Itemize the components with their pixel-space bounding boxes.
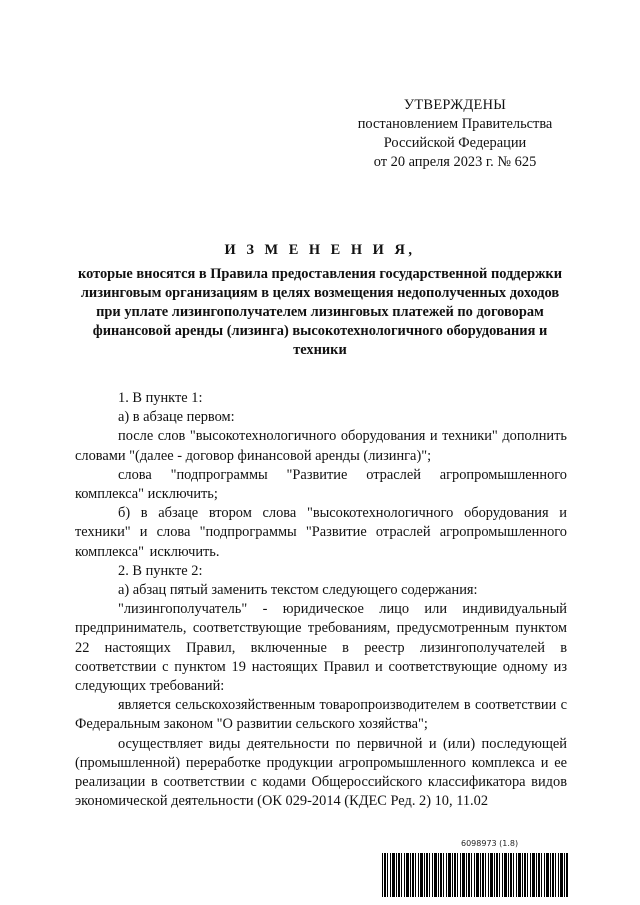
document-subtitle: которые вносятся в Правила предоставления государственной поддержки лизинговым организациям в целях возмещения недополученных доходов при уплате лизингополучателем лизинговых платежей по договорам финансовой аренды (лизинга) высокотехнологичного оборудования и техники xyxy=(77,266,562,358)
document-title: И З М Е Н Е Н И Я, xyxy=(224,242,416,258)
barcode-number: 6098973 (1.8) xyxy=(461,839,519,848)
paragraph-5: б) в абзаце втором слова "высокотехнологичного оборудования и техники" и слова "подпрограммы "Развитие отраслей агропромышленного комплекса" исключить. xyxy=(75,505,567,560)
paragraph-10: осуществляет виды деятельности по первичной и (или) последующей (промышленной) переработке продукции агропромышленного комплекса и ее реализации в соответствии с кодами Общероссийского классификатора видов экономической деятельности (ОК 029-2014 (КДЕС Ред. 2) 10, 11.02 xyxy=(75,735,567,810)
paragraph-2: а) в абзаце первом: xyxy=(118,409,235,426)
approval-line-country: Российской Федерации xyxy=(383,135,527,151)
paragraph-9: является сельскохозяйственным товаропроизводителем в соответствии с Федеральным законом "О развитии сельского хозяйства"; xyxy=(75,697,567,733)
approval-heading: УТВЕРЖДЕНЫ xyxy=(403,97,507,113)
paragraph-3: после слов "высокотехнологичного оборудования и техники" дополнить словами "(далее - договор финансовой аренды (лизинга)"; xyxy=(75,428,567,464)
paragraph-4: слова "подпрограммы "Развитие отраслей агропромышленного комплекса" исключить; xyxy=(75,466,567,503)
approval-line-date-number: от 20 апреля 2023 г. № 625 xyxy=(373,154,537,170)
paragraph-6: 2. В пункте 2: xyxy=(118,562,203,579)
approval-block xyxy=(345,96,565,172)
paragraph-1: 1. В пункте 1: xyxy=(118,390,203,406)
barcode-icon xyxy=(382,853,568,897)
paragraph-8: "лизингополучатель" - юридическое лицо или индивидуальный предприниматель, соответствующие требованиям, предусмотренным пунктом 22 настоящих Правил, включенные в реестр лизингополучателей в соответствии с пунктом 19 настоящих Правил и соответствующие одному из следующих требований: xyxy=(75,601,567,695)
barcode-block xyxy=(382,839,568,895)
approval-line-resolution: постановлением Правительства xyxy=(357,116,553,132)
paragraph-7: а) абзац пятый заменить текстом следующего содержания: xyxy=(118,582,478,599)
document-body xyxy=(75,389,567,811)
